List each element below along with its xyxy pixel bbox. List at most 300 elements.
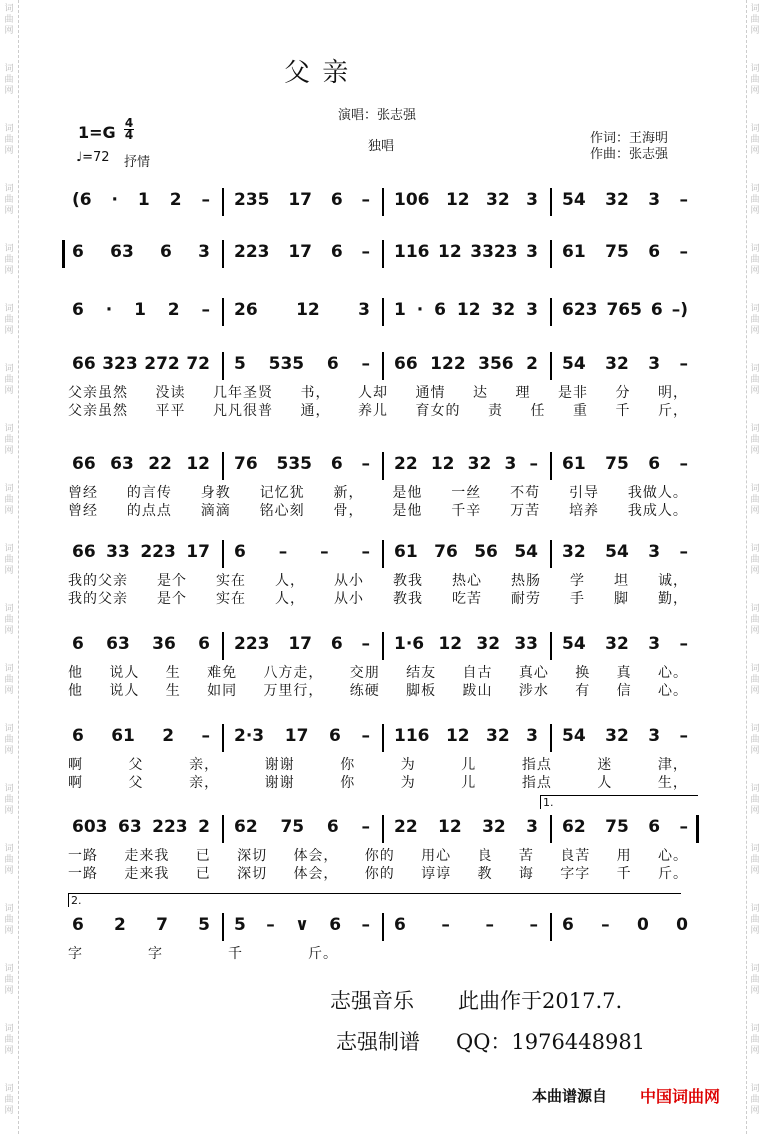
bar-line xyxy=(382,632,384,660)
lyric-word: 斤， xyxy=(658,403,688,419)
measure xyxy=(394,540,538,564)
measure xyxy=(562,724,688,748)
measure xyxy=(394,352,538,376)
lyric-word: 涉水 xyxy=(518,683,549,699)
note-group: 22 xyxy=(148,454,172,474)
volta-bracket: 2. xyxy=(68,893,681,907)
bar-line xyxy=(550,188,552,216)
lyric-word: 深切 xyxy=(237,866,268,882)
staff-row xyxy=(60,452,700,519)
measure xyxy=(72,724,210,748)
bar-line xyxy=(550,724,552,752)
bar-line xyxy=(382,540,384,568)
lyric-word: 真 xyxy=(616,665,632,681)
measure xyxy=(72,913,210,937)
lyric-word: 心。 xyxy=(657,665,688,681)
note-group: 32 xyxy=(467,454,492,474)
lyric-word: 平平 xyxy=(155,403,186,419)
note-group: 116 xyxy=(394,726,430,746)
composition-date: 此曲作于2017.7. xyxy=(458,989,623,1013)
lyric-word: 骨， xyxy=(333,503,364,519)
watermark-text: 词 曲 网 xyxy=(750,964,760,996)
watermark-text: 词 曲 网 xyxy=(750,1024,760,1056)
bar-line xyxy=(222,452,224,480)
note-group: (6 xyxy=(72,190,92,210)
note-group: 54 xyxy=(562,726,586,746)
note-group: 6 xyxy=(330,242,343,262)
notes-line xyxy=(60,298,700,322)
notes-line xyxy=(60,724,700,748)
staff-row xyxy=(60,540,700,607)
measure xyxy=(72,240,210,264)
lyric-word: 为 xyxy=(400,757,416,773)
note-group: 6 xyxy=(329,726,341,746)
lyric-word: 一路 xyxy=(68,866,98,882)
bar-line xyxy=(382,452,384,480)
note-group: 765 xyxy=(606,300,642,320)
key-signature: 1=G xyxy=(78,123,116,142)
note-group: 6 xyxy=(326,817,339,837)
time-signature: 4 4 xyxy=(124,116,134,142)
measure xyxy=(394,240,538,264)
lyric-word: 书， xyxy=(300,385,331,401)
watermark-text: 词 曲 网 xyxy=(750,124,760,156)
note-group: 54 xyxy=(562,190,586,210)
note-group: 235 xyxy=(234,190,270,210)
note-group: 61 xyxy=(562,242,586,262)
note-group: 535 xyxy=(268,354,305,374)
lyric-word: 诚， xyxy=(658,573,688,589)
lyric-word: 换 xyxy=(575,665,591,681)
note-group: – xyxy=(601,915,610,935)
lyric-word: 任 xyxy=(530,403,546,419)
note-group: 22 xyxy=(394,817,418,837)
note-group: – xyxy=(679,354,688,374)
note-group: 12 xyxy=(438,817,462,837)
note-group: – xyxy=(441,915,450,935)
lyric-word: 体会， xyxy=(293,848,339,864)
note-group: ∨ xyxy=(295,915,309,935)
watermark-text: 词 曲 网 xyxy=(4,784,14,816)
note-group: 63 xyxy=(106,634,130,654)
staff-row xyxy=(60,188,700,212)
note-group: –) xyxy=(671,300,688,320)
watermark-text: 词 曲 网 xyxy=(750,184,760,216)
note-group: 75 xyxy=(605,817,629,837)
composer-credit: 作曲：张志强 xyxy=(590,147,669,162)
source-site-link[interactable]: 中国词曲网 xyxy=(640,1087,721,1106)
lyric-word: 人， xyxy=(275,573,305,589)
note-group: 6 xyxy=(330,190,343,210)
note-group: 6 xyxy=(330,454,343,474)
measure xyxy=(72,815,210,839)
lyric-word: 责 xyxy=(488,403,503,419)
lyric-word: 热心 xyxy=(452,573,482,589)
lyric-word: 重 xyxy=(573,403,588,419)
lyric-word: 人却 xyxy=(358,385,388,401)
note-group: 5 xyxy=(234,915,246,935)
bar-line xyxy=(550,298,552,326)
note-group: 6 xyxy=(648,817,661,837)
measure xyxy=(394,815,538,839)
lyric-word: 教我 xyxy=(393,591,423,607)
lyric-word: 万里行， xyxy=(263,683,324,699)
watermark-text: 词 曲 网 xyxy=(4,124,14,156)
note-group: 6 xyxy=(326,354,339,374)
note-group: – xyxy=(361,190,370,210)
lyric-word: 亲， xyxy=(189,757,220,773)
note-group: – xyxy=(361,242,370,262)
lyric-word: 勤， xyxy=(658,591,688,607)
note-group: 603 xyxy=(72,817,108,837)
note-group: 12 xyxy=(296,300,320,320)
note-group: 32 xyxy=(562,542,586,562)
lyric-word: 没读 xyxy=(155,385,186,401)
note-group: – xyxy=(679,726,688,746)
watermark-text: 词 曲 网 xyxy=(750,424,760,456)
lyric-word: 教我 xyxy=(393,573,423,589)
note-group: 54 xyxy=(605,542,629,562)
lyric-word: 说人 xyxy=(109,683,140,699)
note-group: 66 xyxy=(72,454,96,474)
watermark-text: 词 曲 网 xyxy=(750,1084,760,1116)
measure xyxy=(394,452,538,476)
lyric-word: 他 xyxy=(68,683,83,699)
staff-row xyxy=(60,796,700,882)
note-group: 6 xyxy=(234,542,246,562)
note-group: 56 xyxy=(474,542,498,562)
lyric-word: 亲， xyxy=(189,775,220,791)
note-group: – xyxy=(529,915,538,935)
note-group: 17 xyxy=(284,726,309,746)
note-group: 3 xyxy=(526,817,538,837)
notation-credit: 志强制谱 xyxy=(336,1030,420,1054)
note-group: 6 xyxy=(434,300,446,320)
lyric-word: 字字 xyxy=(560,866,591,882)
note-group: – xyxy=(201,190,210,210)
lyric-word: 记忆犹 xyxy=(259,485,305,501)
lyric-word: 父 xyxy=(128,775,144,791)
lyric-word: 从小 xyxy=(334,591,364,607)
note-group: 75 xyxy=(605,242,629,262)
lyric-word: 是个 xyxy=(157,573,187,589)
staff-row xyxy=(60,352,700,419)
note-group: 6 xyxy=(650,300,663,320)
bar-line xyxy=(222,352,224,380)
lyric-word: 真心 xyxy=(518,665,549,681)
note-group: 32 xyxy=(605,634,629,654)
note-group: 5 xyxy=(234,354,246,374)
note-group: 6 xyxy=(648,454,661,474)
measure xyxy=(234,352,370,376)
note-group: 61 xyxy=(111,726,135,746)
lyric-word: 我做人。 xyxy=(627,485,688,501)
lyric-word: 人， xyxy=(275,591,305,607)
note-group: 61 xyxy=(562,454,586,474)
note-group: 535 xyxy=(276,454,312,474)
note-group: 17 xyxy=(288,242,312,262)
watermark-text: 词 曲 网 xyxy=(4,244,14,276)
publisher-label: 志强音乐 xyxy=(330,989,414,1013)
note-group: 6 xyxy=(330,634,343,654)
lyric-word: 父 xyxy=(128,757,144,773)
note-group: 3 xyxy=(358,300,370,320)
note-group: – xyxy=(361,354,370,374)
lyric-word: 一丝 xyxy=(451,485,482,501)
lyric-word: 结友 xyxy=(406,665,437,681)
watermark-text: 词 曲 网 xyxy=(750,364,760,396)
note-group: 3 xyxy=(526,242,538,262)
watermark-text: 词 曲 网 xyxy=(4,484,14,516)
note-group: 36 xyxy=(152,634,176,654)
lyric-word: 人 xyxy=(597,775,613,791)
watermark-text: 词 曲 网 xyxy=(750,784,760,816)
note-group: – xyxy=(361,726,370,746)
note-group: 623 xyxy=(562,300,598,320)
bar-line xyxy=(222,540,224,568)
measure xyxy=(562,913,688,937)
watermark-text: 词 曲 网 xyxy=(4,604,14,636)
measure xyxy=(562,352,688,376)
bar-line xyxy=(222,632,224,660)
note-group: 3 xyxy=(198,242,210,262)
bar-line xyxy=(382,240,384,268)
lyric-word: 指点 xyxy=(521,757,552,773)
repeat-end-barline xyxy=(696,815,699,843)
lyric-word: 啊 xyxy=(68,775,83,791)
note-group: 17 xyxy=(288,190,312,210)
note-group: 61 xyxy=(394,542,418,562)
staff-row xyxy=(60,298,700,322)
note-group: 122 xyxy=(430,354,466,374)
lyric-word: 是非 xyxy=(558,385,588,401)
note-group: 54 xyxy=(514,542,538,562)
measure xyxy=(234,815,370,839)
note-group: – xyxy=(679,454,688,474)
bar-line xyxy=(382,815,384,843)
measure xyxy=(562,298,688,322)
note-group: · xyxy=(111,190,118,210)
note-group: – xyxy=(266,915,275,935)
note-group: – xyxy=(361,634,370,654)
singer-credit: 演唱：张志强 xyxy=(338,108,417,123)
note-group: 323 xyxy=(102,354,138,374)
lyric-word: 千 xyxy=(615,403,631,419)
note-group: 6 xyxy=(72,300,84,320)
lyric-word: 练硬 xyxy=(349,683,380,699)
lyric-word: 生 xyxy=(165,665,181,681)
lyric-word: 从小 xyxy=(334,573,364,589)
lyric-word: 分 xyxy=(615,385,631,401)
lyricist-credit: 作词：王海明 xyxy=(590,131,669,146)
lyric-word: 谢谢 xyxy=(264,757,295,773)
note-group: 0 xyxy=(636,915,649,935)
note-group: 2 xyxy=(162,726,175,746)
note-group: 6 xyxy=(198,634,210,654)
note-group: 3 xyxy=(526,190,538,210)
watermark-text: 词 曲 网 xyxy=(4,4,14,36)
note-group: 26 xyxy=(234,300,258,320)
note-group: – xyxy=(529,454,538,474)
lyric-word: 良 xyxy=(477,848,493,864)
measure xyxy=(234,188,370,212)
lyric-word: 生， xyxy=(657,775,688,791)
note-group: 3 xyxy=(648,726,661,746)
note-group: 12 xyxy=(430,454,455,474)
notes-line xyxy=(60,913,700,937)
lyric-word: 心。 xyxy=(657,683,688,699)
measure xyxy=(394,724,538,748)
note-group: 223 xyxy=(234,242,270,262)
lyric-word: 八方走， xyxy=(263,665,324,681)
measure xyxy=(234,540,370,564)
song-title: 父 亲 xyxy=(284,58,351,88)
watermark-text: 词 曲 网 xyxy=(750,484,760,516)
lyric-word: 深切 xyxy=(237,848,268,864)
lyric-word: 你的 xyxy=(364,866,395,882)
measure xyxy=(234,452,370,476)
notes-line xyxy=(60,540,700,564)
note-group: 76 xyxy=(234,454,258,474)
lyric-word: 千 xyxy=(228,946,243,962)
note-group: 66 xyxy=(72,354,96,374)
watermark-text: 词 曲 网 xyxy=(750,64,760,96)
bar-line xyxy=(550,815,552,843)
notes-line xyxy=(60,632,700,656)
lyric-word: 为 xyxy=(400,775,416,791)
note-group: 3 xyxy=(648,634,661,654)
lyric-word: 斤。 xyxy=(657,866,688,882)
lyric-word: 字 xyxy=(148,946,163,962)
repeat-start-barline xyxy=(62,240,65,268)
watermark-text: 词 曲 网 xyxy=(4,904,14,936)
note-group: 6 xyxy=(562,915,574,935)
lyric-word: 苦 xyxy=(518,848,534,864)
lyric-word: 是个 xyxy=(157,591,187,607)
lyric-word: 身教 xyxy=(200,485,231,501)
note-group: 12 xyxy=(438,634,463,654)
note-group: 5 xyxy=(198,915,210,935)
lyric-word: 耐劳 xyxy=(511,591,541,607)
lyric-word: 自古 xyxy=(462,665,493,681)
note-group: 12 xyxy=(456,300,481,320)
note-group: 2 xyxy=(167,300,180,320)
note-group: 33 xyxy=(106,542,130,562)
bar-line xyxy=(550,540,552,568)
watermark-text: 词 曲 网 xyxy=(750,664,760,696)
lyric-word: 千 xyxy=(616,866,632,882)
note-group: 32 xyxy=(605,354,629,374)
note-group: 6 xyxy=(160,242,172,262)
lyric-word: 交朋 xyxy=(349,665,380,681)
note-group: – xyxy=(679,817,688,837)
lyric-word: 新， xyxy=(333,485,364,501)
note-group: · xyxy=(416,300,424,320)
lyric-word: 心。 xyxy=(657,848,688,864)
measure xyxy=(562,815,688,839)
lyric-word: 体会， xyxy=(293,866,339,882)
measure xyxy=(562,452,688,476)
lyric-word: 有 xyxy=(575,683,591,699)
note-group: 32 xyxy=(486,190,510,210)
staff-row xyxy=(60,632,700,699)
note-group: 63 xyxy=(117,817,142,837)
watermark-text: 词 曲 网 xyxy=(4,724,14,756)
watermark-text: 词 曲 网 xyxy=(4,64,14,96)
lyric-word: 谆谆 xyxy=(421,866,452,882)
note-group: 6 xyxy=(72,242,84,262)
watermark-text: 词 曲 网 xyxy=(4,184,14,216)
note-group: 2 xyxy=(169,190,182,210)
bar-line xyxy=(550,452,552,480)
bar-line xyxy=(382,352,384,380)
measure xyxy=(562,540,688,564)
bar-line xyxy=(222,240,224,268)
lyric-word: 教 xyxy=(477,866,493,882)
note-group: 62 xyxy=(234,817,258,837)
note-group: 6 xyxy=(72,915,84,935)
note-group: 223 xyxy=(234,634,270,654)
measure xyxy=(234,298,370,322)
measure xyxy=(562,188,688,212)
watermark-text: 词 曲 网 xyxy=(4,1024,14,1056)
note-group: 6 xyxy=(394,915,406,935)
note-group: – xyxy=(679,542,688,562)
lyric-word: 用心 xyxy=(421,848,452,864)
measure xyxy=(234,632,370,656)
lyric-word: 吃苦 xyxy=(452,591,482,607)
mood-marking: 抒情 xyxy=(124,155,151,170)
lyric-word: 凡凡很普 xyxy=(213,403,273,419)
lyric-word: 的言传 xyxy=(126,485,172,501)
lyric-word: 你 xyxy=(340,757,356,773)
note-group: 75 xyxy=(605,454,629,474)
lyric-word: 指点 xyxy=(521,775,552,791)
lyric-word: 信 xyxy=(616,683,632,699)
note-group: 63 xyxy=(110,454,134,474)
lyric-word: 一路 xyxy=(68,848,98,864)
lyric-word: 我成人。 xyxy=(627,503,688,519)
note-group: – xyxy=(320,542,329,562)
watermark-text: 词 曲 网 xyxy=(4,664,14,696)
lyric-word: 手 xyxy=(570,591,585,607)
note-group: 3 xyxy=(648,542,661,562)
measure xyxy=(72,540,210,564)
note-group: 72 xyxy=(186,354,210,374)
lyric-word: 养儿 xyxy=(358,403,388,419)
lyric-word: 万苦 xyxy=(510,503,541,519)
watermark-text: 词 曲 网 xyxy=(4,304,14,336)
watermark-text: 词 曲 网 xyxy=(750,844,760,876)
note-group: 66 xyxy=(72,542,96,562)
note-group: 12 xyxy=(445,726,470,746)
notes-line xyxy=(60,240,700,264)
lyric-word: 是他 xyxy=(392,485,423,501)
measure xyxy=(562,240,688,264)
note-group: 0 xyxy=(676,915,688,935)
watermark-text: 词 曲 网 xyxy=(750,544,760,576)
bar-line xyxy=(222,188,224,216)
note-group: 6 xyxy=(72,634,84,654)
lyric-word: 用 xyxy=(616,848,632,864)
note-group: 75 xyxy=(280,817,305,837)
measure xyxy=(394,632,538,656)
measure xyxy=(72,298,210,322)
note-group: 6 xyxy=(329,915,342,935)
note-group: 2·3 xyxy=(234,726,265,746)
note-group: 223 xyxy=(140,542,176,562)
note-group: 223 xyxy=(152,817,188,837)
